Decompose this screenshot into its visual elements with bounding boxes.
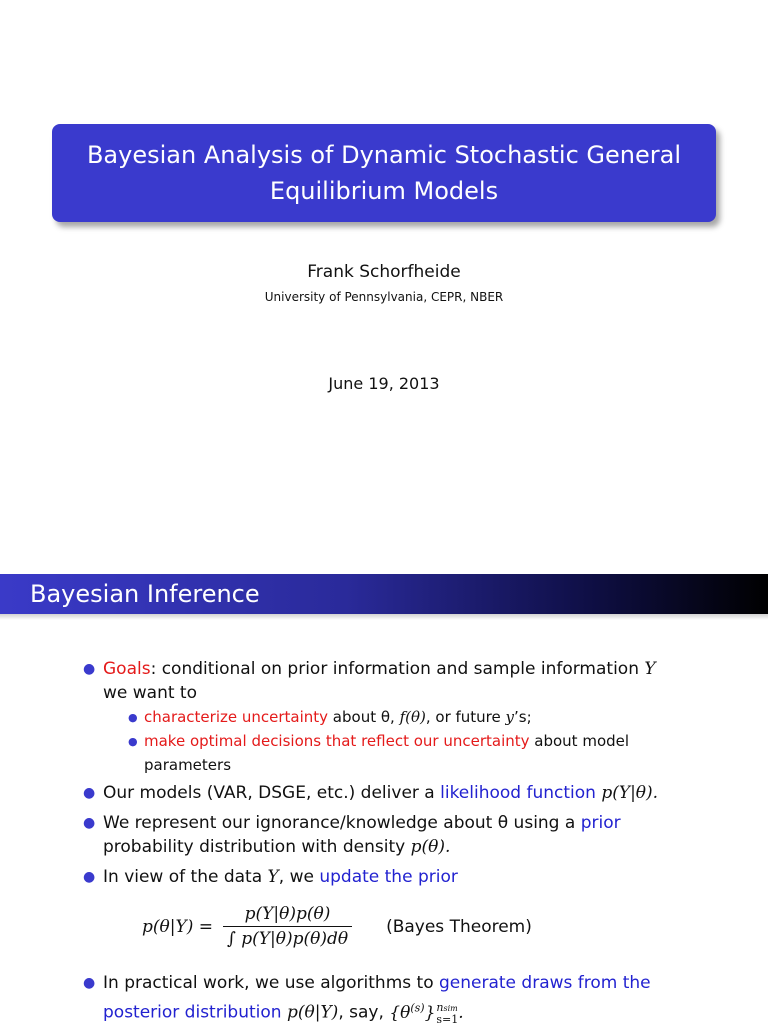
b2-text: Our models (VAR, DSGE, etc.) deliver a — [103, 783, 441, 803]
b5-text: In practical work, we use algorithms to — [103, 973, 439, 993]
sub2-red-text: make optimal decisions that reflect our uncertainty — [144, 732, 530, 750]
equation-lhs: p(θ|Y) = — [142, 916, 213, 937]
b4-text-b: , we — [278, 867, 320, 887]
sub-bullet-icon: ● — [128, 711, 138, 724]
presentation-date: June 19, 2013 — [328, 374, 440, 393]
b4-blue-text: update the prior — [319, 867, 458, 887]
sub1-y: y — [505, 708, 515, 726]
sub2-text: about model — [529, 732, 630, 750]
b3-text: We represent our ignorance/knowledge about θ using a — [103, 813, 581, 833]
sub1-text-a: about θ, — [328, 708, 400, 726]
b3-line2-math: p(θ). — [410, 837, 451, 857]
presentation-title-line-1: Bayesian Analysis of Dynamic Stochastic General — [86, 141, 682, 169]
draws-lower: s=1 — [436, 1012, 459, 1026]
b5-math: p(θ|Y) — [281, 1002, 339, 1023]
goals-line-1 — [103, 658, 656, 680]
sub-bullet-uncertainty — [144, 707, 532, 727]
bullet-icon: ● — [83, 975, 96, 991]
goals-Y: Y — [644, 659, 656, 679]
draws-close: } — [424, 1002, 436, 1023]
sub1-text-c: ’s; — [514, 708, 532, 726]
b4-Y: Y — [267, 867, 279, 887]
sub-bullet-icon: ● — [128, 735, 138, 748]
bullet-icon: ● — [83, 661, 96, 677]
draws-n: n — [436, 1000, 444, 1014]
b5-blue-text-1: generate draws from the — [439, 973, 651, 993]
goals-label: Goals — [103, 659, 151, 679]
goals-line-2: we want to — [103, 683, 197, 703]
equation-label: (Bayes Theorem) — [386, 916, 532, 937]
prior-bullet-line-1 — [103, 812, 621, 834]
frame-title: Bayesian Inference — [30, 580, 260, 608]
b5-blue-text-2: posterior distribution — [103, 1002, 282, 1023]
prior-bullet-line-2 — [103, 836, 450, 858]
draws-sim: sim — [443, 1003, 458, 1013]
posterior-bullet-line-2 — [103, 997, 464, 1025]
draws-open: {θ — [389, 1002, 411, 1023]
b3-blue-text: prior — [580, 813, 621, 833]
likelihood-bullet — [103, 782, 658, 804]
goals-text: : conditional on prior information and sample information — [150, 659, 645, 679]
bullet-icon: ● — [83, 869, 96, 885]
draws-upper — [436, 1002, 458, 1014]
sub-bullet-decisions-line-2: parameters — [144, 756, 232, 774]
posterior-draws — [389, 1000, 464, 1026]
sub1-f-theta: f(θ) — [399, 708, 426, 726]
equation-numerator: p(Y|θ)p(θ) — [244, 904, 331, 924]
posterior-bullet-line-1 — [103, 972, 651, 994]
sub1-red-text: characterize uncertainty — [144, 708, 329, 726]
author-affiliation: University of Pennsylvania, CEPR, NBER — [264, 290, 504, 304]
presentation-title-line-2: Equilibrium Models — [269, 177, 499, 205]
author-name: Frank Schorfheide — [307, 262, 461, 282]
bayes-equation — [142, 904, 532, 949]
draws-end: . — [458, 1002, 464, 1023]
draws-sup: (s) — [410, 1001, 425, 1014]
bullet-icon: ● — [83, 815, 96, 831]
update-bullet — [103, 866, 458, 888]
b2-math: p(Y|θ). — [595, 783, 659, 803]
b2-blue-text: likelihood function — [440, 783, 596, 803]
bullet-icon: ● — [83, 785, 96, 801]
sub-bullet-decisions — [144, 731, 629, 751]
b4-text-a: In view of the data — [103, 867, 268, 887]
equation-denominator: ∫ p(Y|θ)p(θ)dθ — [226, 929, 349, 949]
sub1-text-b: , or future — [425, 708, 506, 726]
b3-line2-text: probability distribution with density — [103, 837, 411, 857]
b5-say: , say, — [338, 1002, 390, 1023]
equation-fraction — [223, 904, 352, 949]
draws-limits — [436, 1002, 458, 1025]
